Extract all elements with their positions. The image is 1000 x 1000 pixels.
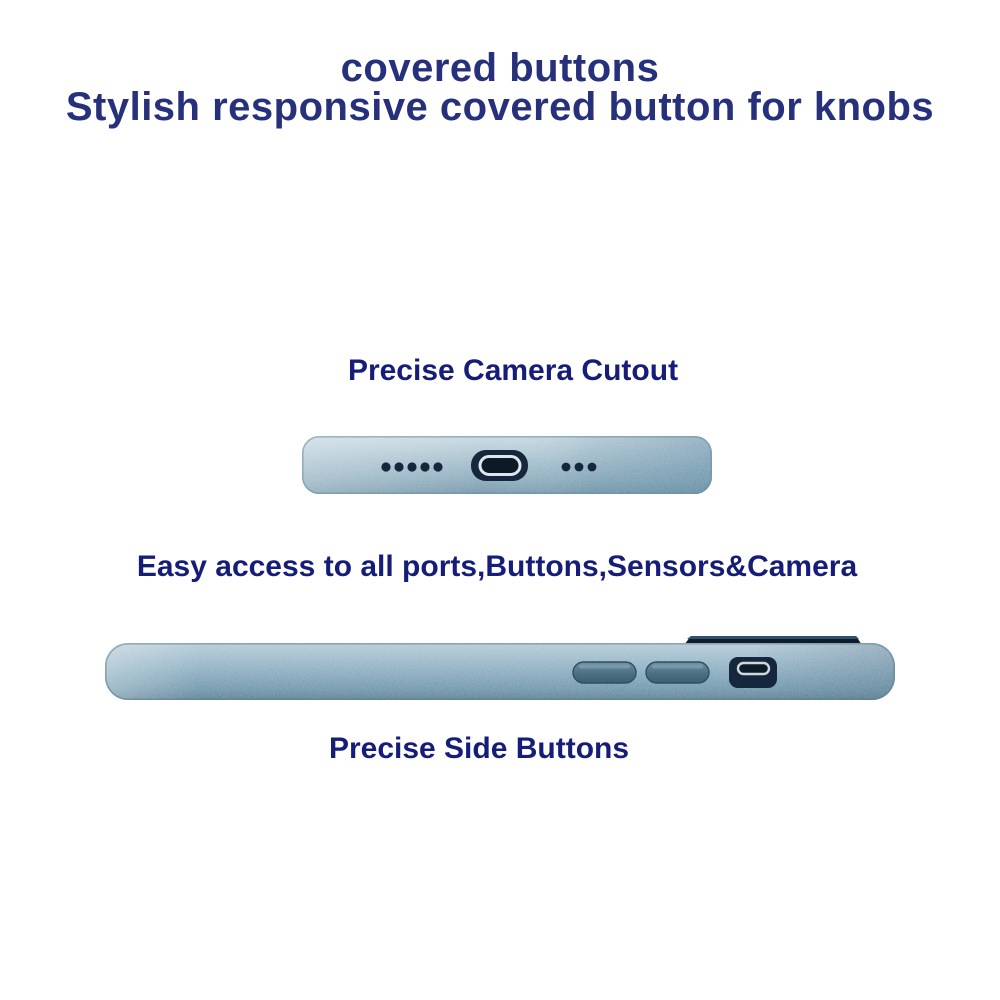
headline-line2: Stylish responsive covered button for knobs bbox=[65, 85, 935, 129]
camera-cutout-caption: Precise Camera Cutout bbox=[347, 354, 679, 387]
volume-button-2 bbox=[646, 662, 709, 683]
charging-port-cutout bbox=[471, 450, 528, 481]
case-bottom-edge-photo bbox=[300, 433, 714, 497]
mic-holes-right bbox=[562, 463, 597, 472]
volume-button-1 bbox=[573, 662, 636, 683]
headline-line1: covered buttons bbox=[340, 46, 660, 90]
side-buttons-caption: Precise Side Buttons bbox=[328, 732, 630, 765]
mute-switch-cutout bbox=[729, 657, 777, 688]
case-side-view-photo bbox=[103, 631, 897, 707]
easy-access-caption: Easy access to all ports,Buttons,Sensors&Camera bbox=[136, 550, 858, 583]
